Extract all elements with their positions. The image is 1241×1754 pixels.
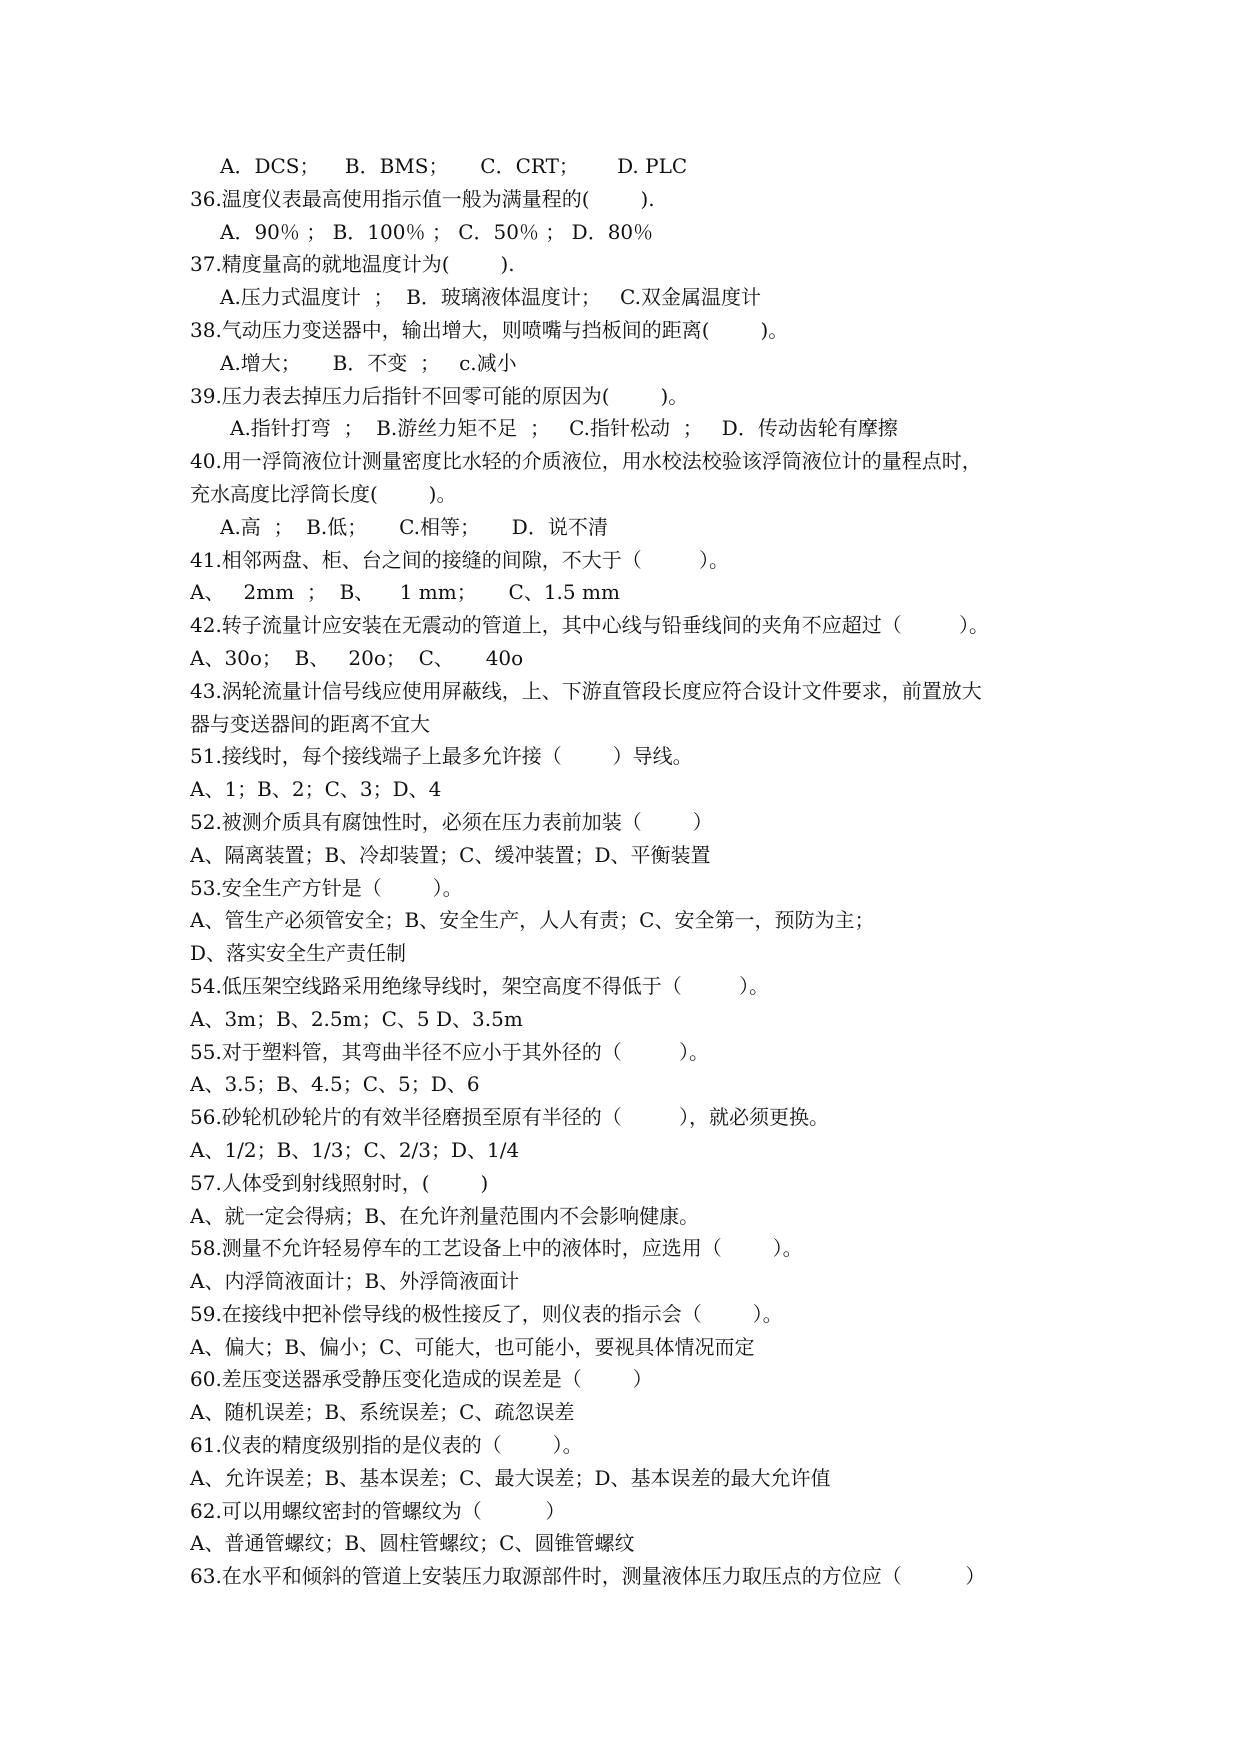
text-line: A、1/2；B、1/3；C、2/3；D、1/4 <box>190 1137 520 1162</box>
text-line: 63.在水平和倾斜的管道上安装压力取源部件时，测量液体压力取压点的方位应（ ） <box>190 1564 986 1589</box>
text-line: 43.涡轮流量计信号线应使用屏蔽线，上、下游直管段长度应符合设计文件要求，前置放大 <box>190 678 982 703</box>
text-line: 充水高度比浮筒长度( )。 <box>190 481 457 506</box>
text-line: A、偏大；B、偏小；C、可能大，也可能小，要视具体情况而定 <box>190 1334 755 1359</box>
text-line: 38.气动压力变送器中，输出增大，则喷嘴与挡板间的距离( )。 <box>190 317 789 342</box>
text-line: 58.测量不允许轻易停车的工艺设备上中的液体时，应选用（ ）。 <box>190 1236 803 1261</box>
text-line: 59.在接线中把补偿导线的极性接反了，则仪表的指示会（ ）。 <box>190 1301 783 1326</box>
text-line: 60.差压变送器承受静压变化造成的误差是（ ） <box>190 1367 653 1392</box>
text-line: 40.用一浮筒液位计测量密度比水轻的介质液位，用水校法校验该浮筒液位计的量程点时， <box>190 449 982 474</box>
document-body <box>190 150 1090 1593</box>
text-line: A、就一定会得病；B、在允许剂量范围内不会影响健康。 <box>190 1203 700 1228</box>
text-line: A、管生产必须管安全；B、安全生产，人人有责；C、安全第一，预防为主； <box>190 908 875 933</box>
text-line: 器与变送器间的距离不宜大 <box>190 711 430 736</box>
text-line: A．90％ ； B．100％ ； C．50％ ； D．80％ <box>220 219 654 244</box>
text-line: A、3.5；B、4.5；C、5；D、6 <box>190 1072 480 1097</box>
text-line: A、允许误差；B、基本误差；C、最大误差；D、基本误差的最大允许值 <box>190 1465 831 1490</box>
text-line: A、30o； B、 20o； C、 40o <box>190 645 524 670</box>
text-line: A.压力式温度计 ； B．玻璃液体温度计； C.双金属温度计 <box>220 285 761 310</box>
text-line: 51.接线时，每个接线端子上最多允许接（ ）导线。 <box>190 744 693 769</box>
text-line: 53.安全生产方针是（ ）。 <box>190 875 463 900</box>
text-line: 61.仪表的精度级别指的是仪表的（ ）。 <box>190 1433 583 1458</box>
text-line: 52.被测介质具有腐蚀性时，必须在压力表前加装（ ） <box>190 809 713 834</box>
text-line: A、内浮筒液面计；B、外浮筒液面计 <box>190 1269 520 1294</box>
text-line: A.高 ； B.低； C.相等； D．说不清 <box>220 514 608 539</box>
text-line: 54.低压架空线路采用绝缘导线时，架空高度不得低于（ ）。 <box>190 973 770 998</box>
text-line: 56.砂轮机砂轮片的有效半径磨损至原有半径的（ ），就必须更换。 <box>190 1105 830 1130</box>
text-line: A．DCS； B．BMS； C．CRT； D. PLC <box>220 154 688 178</box>
text-line: 57.人体受到射线照射时，( ) <box>190 1170 489 1195</box>
text-line: A、普通管螺纹；B、圆柱管螺纹；C、圆锥管螺纹 <box>190 1531 635 1556</box>
text-line: 55.对于塑料管，其弯曲半径不应小于其外径的（ ）。 <box>190 1039 710 1064</box>
text-line: 39.压力表去掉压力后指针不回零可能的原因为( )。 <box>190 383 689 408</box>
text-line: A.增大； B．不变 ； c.减小 <box>220 350 517 375</box>
text-line: 62.可以用螺纹密封的管螺纹为（ ） <box>190 1498 566 1523</box>
text-line: D、落实安全生产责任制 <box>190 941 407 966</box>
text-line: A、3m；B、2.5m；C、5 D、3.5m <box>190 1006 523 1031</box>
text-line: 37.精度量高的就地温度计为( ). <box>190 252 515 277</box>
text-line: 42.转子流量计应安装在无震动的管道上，其中心线与铅垂线间的夹角不应超过（ ）。 <box>190 613 990 638</box>
text-line: A.指针打弯 ； B.游丝力矩不足 ； C.指针松动 ； D．传动齿轮有摩擦 <box>230 416 898 441</box>
text-line: 41.相邻两盘、柜、台之间的接缝的间隙，不大于（ ）。 <box>190 547 730 572</box>
text-line: 36.温度仪表最高使用指示值一般为满量程的( ). <box>190 186 655 211</box>
text-line: A、 2mm ； B、 1 mm； C、1.5 mm <box>190 580 620 605</box>
text-line: A、随机误差；B、系统误差；C、疏忽误差 <box>190 1400 575 1425</box>
text-line: A、1；B、2；C、3；D、4 <box>190 777 442 802</box>
text-line: A、隔离装置；B、冷却装置；C、缓冲装置；D、平衡装置 <box>190 842 711 867</box>
